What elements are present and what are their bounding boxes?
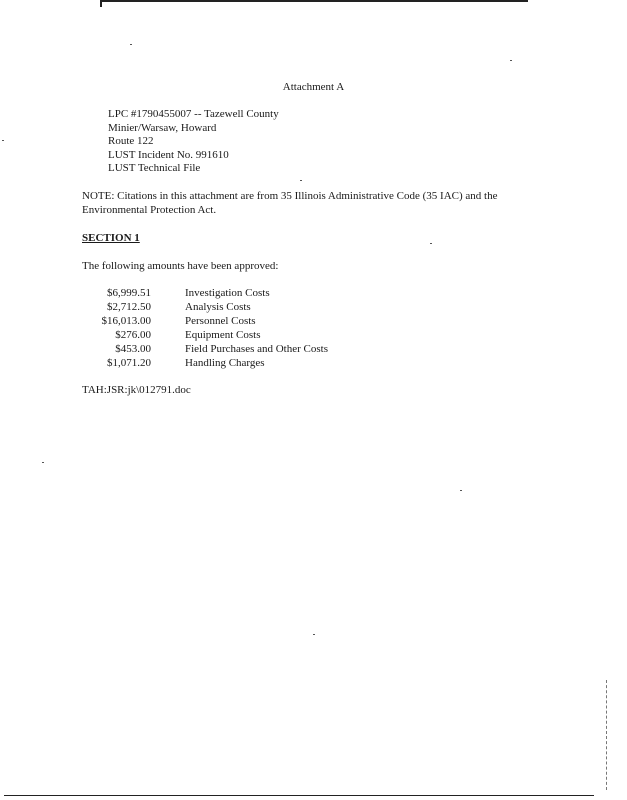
amount-row [82, 342, 328, 356]
address-line: Minier/Warsaw, Howard [108, 121, 217, 134]
file-reference: TAH:JSR:jk\012791.doc [82, 384, 191, 396]
scan-speck [313, 634, 315, 635]
amount-description: Investigation Costs [185, 287, 270, 299]
top-scan-tick [100, 0, 102, 7]
attachment-title: Attachment A [282, 81, 345, 93]
amount-value: $453.00 [115, 343, 151, 355]
amount-description: Field Purchases and Other Costs [185, 343, 328, 355]
amount-value: $6,999.51 [107, 287, 151, 299]
address-line: LUST Technical File [108, 162, 201, 174]
scan-speck [130, 44, 132, 45]
amount-value: $16,013.00 [101, 315, 151, 327]
amount-row [82, 286, 328, 300]
note-paragraph: NOTE: Citations in this attachment are from 35 Illinois Administrative Code (35 IAC) and the Environmental Protection Act. [82, 190, 498, 216]
scan-speck [2, 140, 4, 141]
amount-description: Analysis Costs [185, 301, 251, 313]
amount-value: $1,071.20 [107, 357, 151, 369]
amount-value: $2,712.50 [107, 301, 151, 313]
address-line: LUST Incident No. 991610 [108, 148, 229, 161]
scan-speck [460, 490, 462, 491]
section-heading: SECTION 1 [82, 232, 140, 244]
address-block [108, 107, 279, 175]
amount-description: Personnel Costs [185, 315, 256, 327]
scan-speck [42, 462, 44, 463]
amount-row [82, 328, 328, 342]
scan-speck [510, 60, 512, 61]
scan-speck [300, 180, 302, 181]
amounts-list [82, 286, 328, 370]
amount-value: $276.00 [115, 329, 151, 341]
top-scan-border [100, 0, 528, 2]
amount-row [82, 300, 328, 314]
right-scan-edge [606, 680, 608, 790]
amount-description: Handling Charges [185, 357, 265, 369]
amount-description: Equipment Costs [185, 329, 261, 341]
address-line: Route 122 [108, 135, 154, 147]
address-line: LPC #1790455007 -- Tazewell County [108, 108, 279, 120]
intro-text: The following amounts have been approved: [82, 260, 279, 272]
amount-row [82, 356, 328, 370]
amount-row [82, 314, 328, 328]
bottom-scan-border [4, 795, 594, 796]
scan-speck [430, 243, 432, 244]
